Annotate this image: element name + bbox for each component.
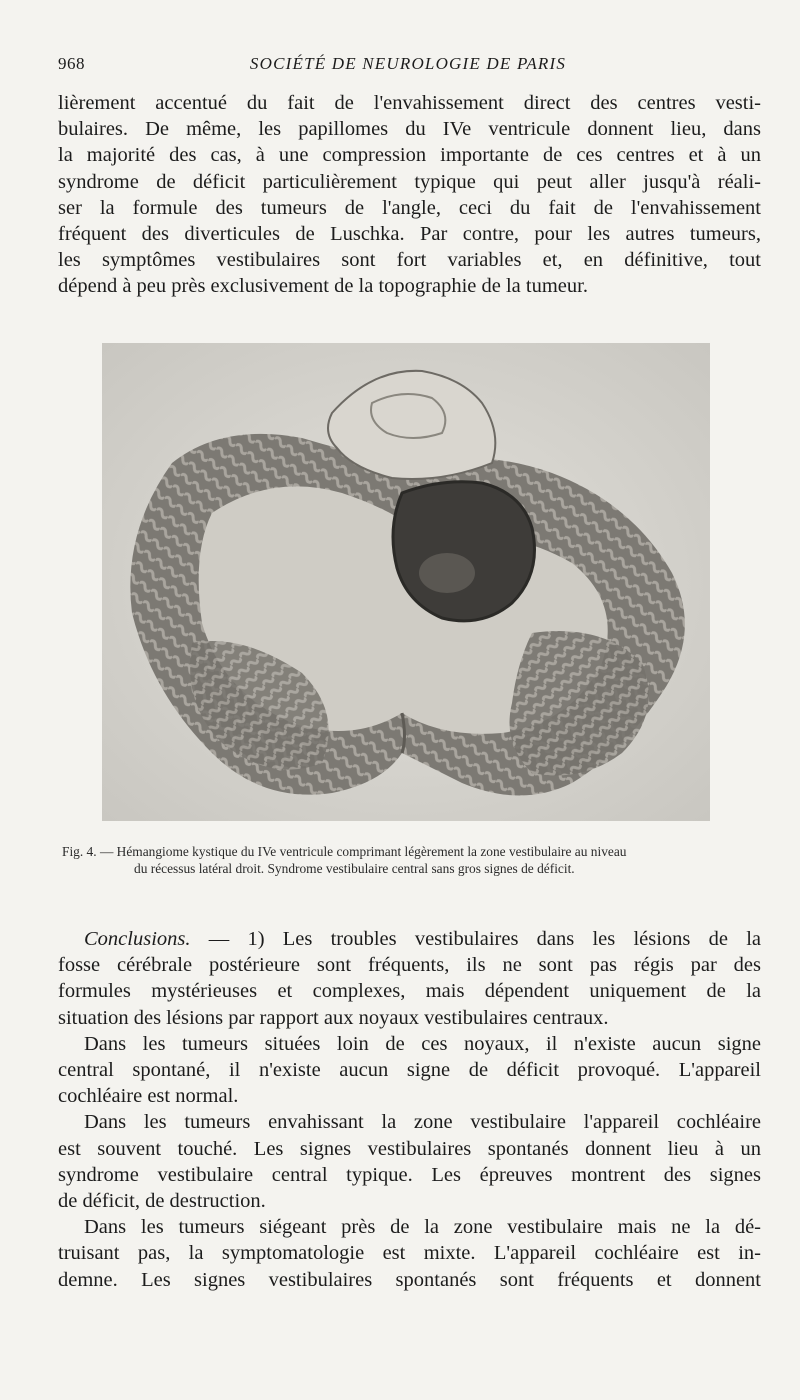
caption-line: Fig. 4. — Hémangiome kystique du IVe ventricule comprimant légèrement la zone vestibulaire au niveau [62,844,627,859]
text-line: Dans les tumeurs situées loin de ces noyaux, il n'existe aucun signe [84,1032,761,1055]
caption-line: du récessus latéral droit. Syndrome vestibulaire central sans gros signes de déficit. [134,861,575,876]
text-line: situation des lésions par rapport aux noyaux vestibulaires centraux. [58,1006,609,1029]
text-line: demne. Les signes vestibulaires spontanés sont fréquents et donnent [58,1268,761,1291]
text-line [58,926,761,952]
text-line: les symptômes vestibulaires sont fort variables et, en définitive, tout [58,249,761,272]
page-number: 968 [58,54,85,73]
text-line: bulaires. De même, les papillomes du IVe ventricule donnent lieu, dans [58,118,761,141]
running-title: SOCIÉTÉ DE NEUROLOGIE DE PARIS [249,54,567,73]
text-line: cochléaire est normal. [58,1085,239,1108]
cyst-inner-shadow [419,553,475,593]
conclusions-text: — 1) Les troubles vestibulaires dans les lésions de la [190,928,761,950]
text-line: formules mystérieuses et complexes, mais dépendent uniquement de la [58,980,761,1003]
text-line: truisant pas, la symptomatologie est mixte. L'appareil cochléaire est in- [58,1242,761,1265]
text-line: dépend à peu près exclusivement de la topographie de la tumeur. [58,275,588,298]
text-line: fosse cérébrale postérieure sont fréquents, ils ne sont pas régis par des [58,954,761,977]
text-line: Dans les tumeurs envahissant la zone vestibulaire l'appareil cochléaire [84,1111,761,1134]
text-line: lièrement accentué du fait de l'envahissement direct des centres vesti- [58,92,761,114]
page-header [58,54,758,80]
text-line: Dans les tumeurs siégeant près de la zone vestibulaire mais ne la dé- [84,1216,761,1239]
conclusions-section [58,926,761,1293]
text-line: de déficit, de destruction. [58,1190,266,1213]
conclusions-heading: Conclusions. [84,928,191,950]
cystic-tumor [393,482,535,621]
text-line: syndrome de déficit particulièrement typique qui peut aller jusqu'à réali- [58,170,761,193]
text-line: syndrome vestibulaire central typique. Les épreuves montrent des signes [58,1163,761,1186]
text-line: est souvent touché. Les signes vestibulaires spontanés donnent lieu à un [58,1137,761,1160]
specimen-photograph [102,343,710,821]
text-line: la majorité des cas, à une compression importante de ces centres et à un [58,144,761,167]
text-line: central spontané, il n'existe aucun signe de déficit provoqué. L'appareil [58,1059,761,1082]
intro-paragraph [58,90,761,300]
text-line: ser la formule des tumeurs de l'angle, ceci du fait de l'envahissement [58,196,761,219]
text-line: fréquent des diverticules de Luschka. Par contre, pour les autres tumeurs, [58,223,761,246]
figure-caption [62,843,762,877]
brain-section-illustration [102,343,710,821]
